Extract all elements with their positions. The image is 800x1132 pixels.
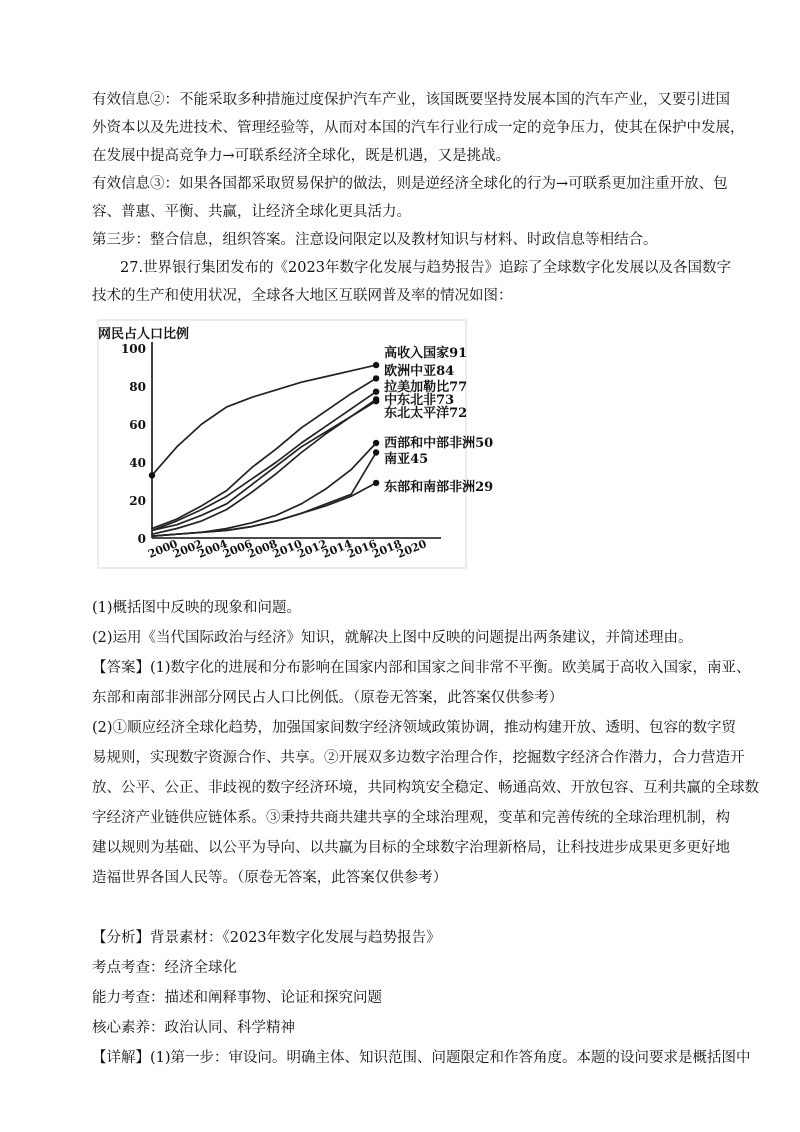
answer-line: (2)①顺应经济全球化趋势，加强国家间数字经济领域政策协调，推动构建开放、透明、包容的数字贸 [92,720,737,736]
x-tick-label: 2016 [345,537,379,561]
question-1: (1)概括图中反映的现象和问题。 [92,600,302,616]
series-end-point [373,375,379,381]
series-end-point [373,389,379,395]
series-end-point [373,398,379,404]
answer-line: 造福世界各国人民等。（原卷无答案，此答案仅供参考） [92,870,448,886]
y-tick-label: 60 [129,418,146,432]
answer-line: 建以规则为基础、以公平为导向、以共赢为目标的全球数字治理新格局，让科技进步成果更多更好地 [92,840,730,856]
x-tick-label: 2018 [370,537,404,561]
x-tick-label: 2014 [320,537,354,561]
y-tick-label: 80 [129,380,146,394]
question-27-line: 27.世界银行集团发布的《2023年数字化发展与趋势报告》追踪了全球数字化发展以及各国数字 [120,260,731,276]
x-tick-label: 2004 [196,537,230,561]
series-end-point [373,362,379,368]
x-tick-label: 2002 [171,537,205,561]
analysis-line: 能力考查：描述和阐释事物、论证和探究问题 [92,990,382,1006]
series-line [152,378,376,528]
analysis-line: 核心素养：政治认同、科学精神 [92,1020,295,1036]
series-line [152,392,376,531]
text-line: 技术的生产和使用状况，全球各大地区互联网普及率的情况如图： [92,288,513,304]
answer-line: 易规则，实现数字资源合作、共享。②开展双多边数字治理合作，挖掘数字经济合作潜力，合力营造开 [92,750,745,766]
series-label: 拉美加勒比77 [384,380,468,395]
y-axis-label: 网民占人口比例 [98,327,190,342]
answer-line: 字经济产业链供应链体系。③秉持共商共建共享的全球治理观，变革和完善传统的全球治理机制，构 [92,810,730,826]
question-2: (2)运用《当代国际政治与经济》知识，就解决上图中反映的问题提出两条建议，并简述理由。 [92,630,693,646]
series-label: 欧洲中亚84 [384,364,455,379]
series-line [152,483,376,536]
analysis-line: 考点考查：经济全球化 [92,960,237,976]
series-label: 东北太平洋72 [384,406,468,421]
y-tick-label: 40 [129,456,146,470]
series-label: 南亚45 [384,452,429,467]
series-end-point [373,449,379,455]
internet-penetration-chart [96,318,526,578]
series-line [152,401,376,530]
text-line: 容、普惠、平衡、共赢，让经济全球化更具活力。 [92,204,411,220]
text-line: 外资本以及先进技术、管理经验等，从而对本国的汽车行业行成一定的竞争压力，使其在保护中发展， [92,120,745,136]
x-tick-label: 2008 [245,537,280,561]
text-line: 第三步：整合信息，组织答案。注意设问限定以及教材知识与材料、时政信息等相结合。 [92,232,658,248]
x-tick-label: 2006 [220,537,255,561]
series-label: 西部和中部非洲50 [384,436,494,451]
series-label: 东部和南部非洲29 [384,480,494,495]
x-tick-label: 2010 [270,537,305,561]
series-end-point [373,440,379,446]
text-line: 在发展中提高竞争力→可联系经济全球化，既是机遇，又是挑战。 [92,148,511,164]
answer-line: 【答案】(1)数字化的进展和分布影响在国家内部和国家之间非常不平衡。欧美属于高收入国家，南亚、 [92,660,751,676]
x-tick-label: 2020 [395,537,429,561]
answer-line: 放、公平、公正、非歧视的数字经济环境，共同构筑安全稳定、畅通高效、开放包容、互利共赢的全球数 [92,780,759,796]
y-tick-label: 20 [129,494,146,508]
x-tick-label: 2012 [295,537,329,561]
y-tick-label: 0 [137,532,146,546]
text-line: 有效信息③：如果各国都采取贸易保护的做法，则是逆经济全球化的行为→可联系更加注重开放、包 [92,176,728,192]
series-end-point [373,480,379,486]
series-label: 高收入国家91 [384,346,468,361]
series-label: 中东北非73 [384,393,455,408]
x-tick-label: 2000 [146,537,180,561]
series-start-point [149,472,155,478]
answer-line: 东部和南部非洲部分网民占人口比例低。（原卷无答案，此答案仅供参考） [92,690,564,706]
text-line: 有效信息②：不能采取多种措施过度保护汽车产业，该国既要坚持发展本国的汽车产业，又要引进国 [92,92,730,108]
y-tick-label: 100 [120,342,146,356]
detail-line: 【详解】(1)第一步：审设问。明确主体、知识范围、问题限定和作答角度。本题的设问要求是概括图中 [92,1050,751,1066]
analysis-line: 【分析】背景素材：《2023年数字化发展与趋势报告》 [92,930,441,946]
